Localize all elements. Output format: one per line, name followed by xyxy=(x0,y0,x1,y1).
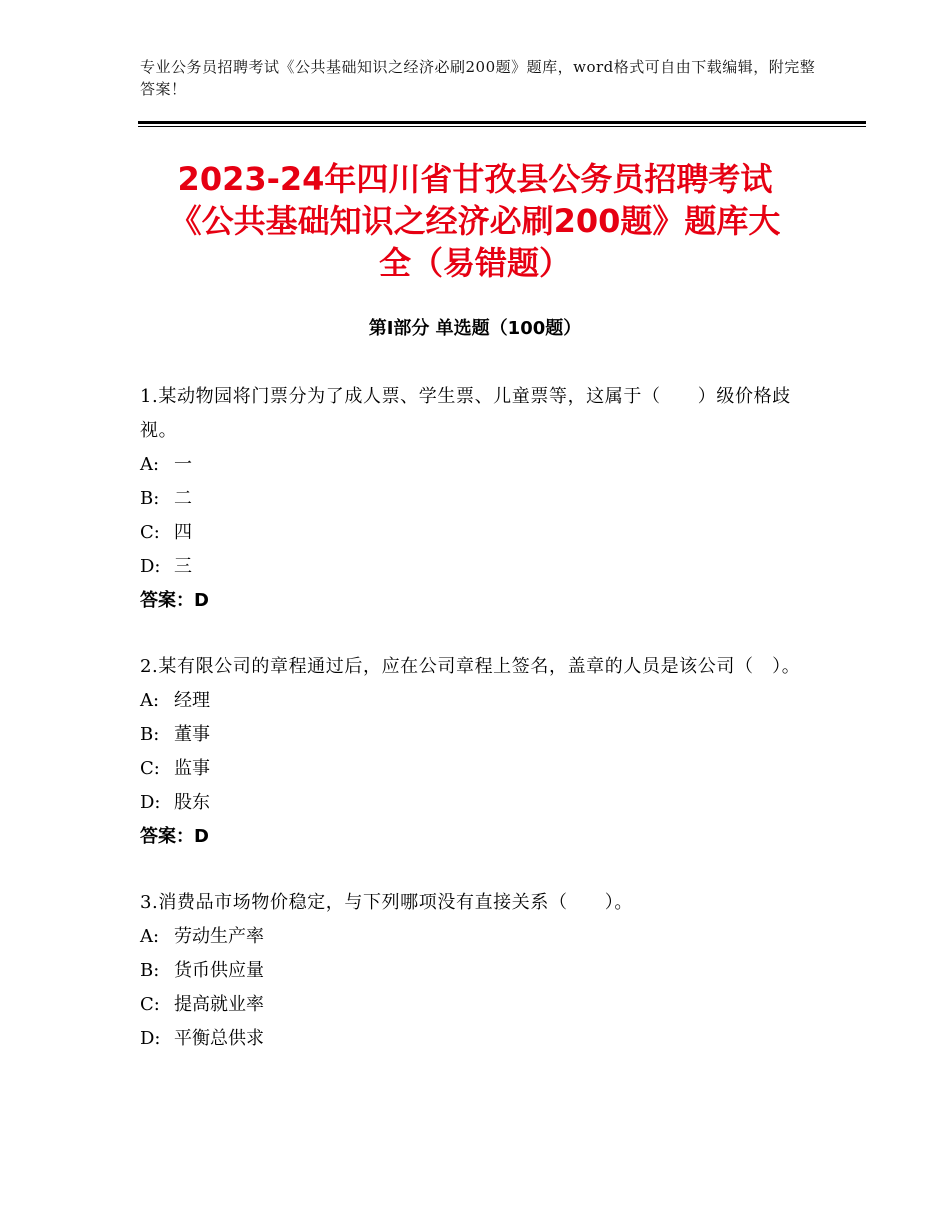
option-c xyxy=(140,988,820,1022)
option-text: 劳动生产率 xyxy=(174,926,264,947)
question-stem: 2.某有限公司的章程通过后，应在公司章程上签名，盖章的人员是该公司（ ）。 xyxy=(140,656,801,677)
option-letter: B: xyxy=(140,488,160,509)
question-stem: 1.某动物园将门票分为了成人票、学生票、儿童票等，这属于（ ）级价格歧视。 xyxy=(140,386,791,441)
header-divider-thin xyxy=(138,126,866,127)
option-letter: A: xyxy=(140,454,160,475)
question-stem: 3.消费品市场物价稳定，与下列哪项没有直接关系（ ）。 xyxy=(140,892,633,913)
option-letter: A: xyxy=(140,690,160,711)
answer-label: 答案：D xyxy=(140,826,209,847)
title-line-3: 全（易错题） xyxy=(378,244,571,282)
question-2 xyxy=(140,650,820,854)
section-title: 第Ⅰ部分 单选题（100题） xyxy=(368,318,582,339)
option-d xyxy=(140,786,820,820)
option-text: 一 xyxy=(174,454,192,475)
option-b xyxy=(140,954,820,988)
option-letter: B: xyxy=(140,960,160,981)
question-1 xyxy=(140,380,820,618)
option-text: 董事 xyxy=(174,724,210,745)
answer-label: 答案：D xyxy=(140,590,209,611)
option-letter: C: xyxy=(140,994,160,1015)
option-text: 监事 xyxy=(174,758,210,779)
option-letter: D: xyxy=(140,1028,161,1049)
option-d xyxy=(140,1022,820,1056)
option-c xyxy=(140,752,820,786)
option-text: 平衡总供求 xyxy=(174,1028,264,1049)
option-text: 二 xyxy=(174,488,192,509)
option-a xyxy=(140,684,820,718)
option-text: 货币供应量 xyxy=(174,960,264,981)
title-line-2: 《公共基础知识之经济必刷200题》题库大 xyxy=(169,202,781,240)
option-letter: C: xyxy=(140,758,160,779)
option-b xyxy=(140,718,820,752)
option-a xyxy=(140,920,820,954)
option-letter: D: xyxy=(140,556,161,577)
option-b xyxy=(140,482,820,516)
question-3 xyxy=(140,886,820,1056)
option-letter: D: xyxy=(140,792,161,813)
option-letter: C: xyxy=(140,522,160,543)
option-c xyxy=(140,516,820,550)
option-d xyxy=(140,550,820,584)
option-a xyxy=(140,448,820,482)
option-letter: B: xyxy=(140,724,160,745)
header-divider-thick xyxy=(138,121,866,124)
header-note: 专业公务员招聘考试《公共基础知识之经济必刷200题》题库，word格式可自由下载编辑，附完整答案！ xyxy=(140,58,816,98)
option-text: 提高就业率 xyxy=(174,994,264,1015)
option-text: 股东 xyxy=(174,792,210,813)
document-title xyxy=(140,158,810,284)
option-text: 四 xyxy=(174,522,192,543)
title-line-1: 2023-24年四川省甘孜县公务员招聘考试 xyxy=(177,160,773,198)
option-letter: A: xyxy=(140,926,160,947)
question-list xyxy=(140,380,820,1088)
option-text: 经理 xyxy=(174,690,210,711)
option-text: 三 xyxy=(174,556,192,577)
